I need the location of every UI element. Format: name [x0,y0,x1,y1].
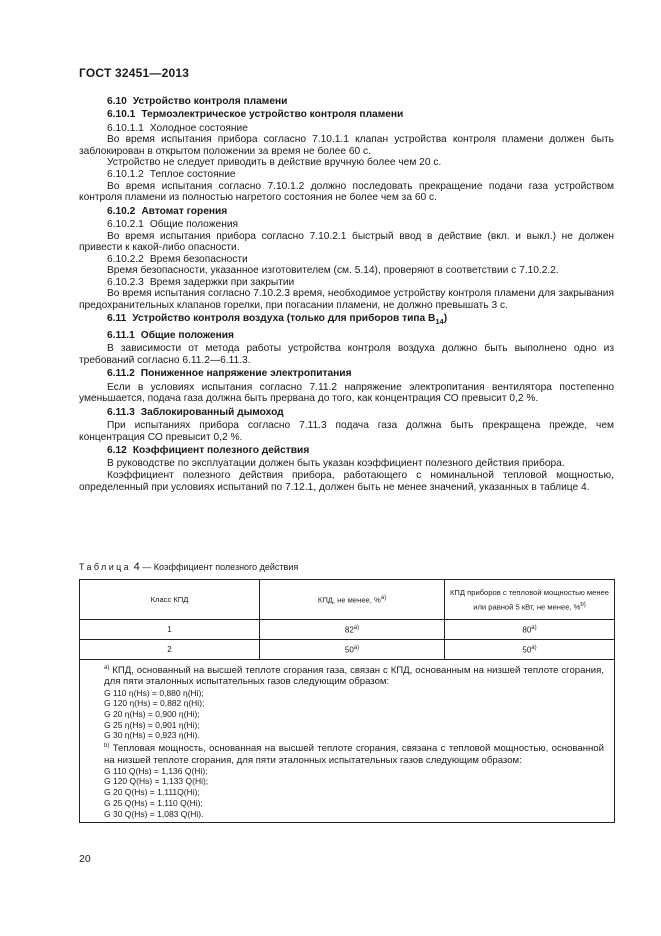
table-header-cell: КПД приборов с тепловой мощностью менее или равной 5 кВт, не менее, %$^{b)}$ [445,580,615,620]
paragraph: Во время испытания прибора согласно 7.10.1.1 клапан устройства контроля пламени должен быть заблокирован в открытом положении за время не более 60 с. [79,134,614,157]
paragraph: При испытаниях прибора согласно 7.11.3 подача газа должна быть прекращена прежде, чем концентрация СО превысит 0,2 %. [79,420,614,443]
subsection-heading: 6.10.1.1 Холодное состояние [107,122,248,134]
note-a-line: G 120 η(Hs) = 0,882 η(Hi); [104,698,205,709]
note-b: $^{b)}$ Тепловая мощность, основанная на высшей теплоте сгорания, связана с тепловой мощностью, основанной на низшей теплоте сгорания, для пяти эталонных испытательных газов следующим образом: [104,743,604,766]
paragraph: Во время испытания согласно 7.10.1.2 должно последовать прекращение подачи газа устройством контроля пламени из полностью нагретого состояния не более чем за 60 с. [79,180,614,204]
efficiency-table [79,579,615,823]
paragraph: Устройство не следует приводить в действие вручную более чем 20 с. [107,157,442,169]
table-row [80,620,615,640]
paragraph: В зависимости от метода работы устройства контроля воздуха должно быть выполнено одно из требований согласно 6.11.2—6.11.3. [79,343,614,366]
section-heading: 6.11.3 Заблокированный дымоход [107,406,284,418]
paragraph: Во время испытания согласно 7.10.2.3 время, необходимое устройству контроля пламени для закрывания предохранительных клапанов горелки, при погасании пламени, не должно превышать 3 с. [79,288,614,312]
table-cell: $80^{а)}$ [445,620,615,640]
section-heading: 6.10.2 Автомат горения [107,205,228,217]
note-b-line: G 25 Q(Hs) = 1,110 Q(Hi); [104,797,203,808]
note-b-line: G 120 Q(Hs) = 1,133 Q(Hi); [104,776,209,787]
table-cell: $50^{а)}$ [260,640,445,660]
section-heading: 6.12 Коэффициент полезного действия [107,445,310,457]
section-heading: 6.11 Устройство контроля воздуха (только для приборов типа $B_{14}$) [107,313,448,327]
note-b-line: G 20 Q(Hs) = 1,111Q(Hi); [104,787,200,798]
note-a-line: G 25 η(Hs) = 0,901 η(Hi); [104,719,200,730]
paragraph: Коэффициент полезного действия прибора, работающего с номинальной тепловой мощностью, определенный при условиях испытаний по 7.12.1, должен быть не менее значений, указанных в таблице 4. [79,470,614,493]
main-content [79,94,614,493]
note-b-line: G 110 Q(Hs) = 1,136 Q(Hi); [104,765,208,776]
paragraph: Время безопасности, указанное изготовителем (см. 5.14), проверяют в соответствии с 7.10.2.2. [107,265,559,277]
section-heading: 6.10.1 Термоэлектрическое устройство контроля пламени [107,109,404,121]
note-a: $^{а)}$ КПД, основанный на высшей теплоте сгорания газа, связан с КПД, основанным на низшей теплоте сгорания, для пяти эталонных испытательных газов следующим образом: [104,665,604,688]
table-cell: $82^{а)}$ [260,620,445,640]
table-cell: $50^{а)}$ [445,640,615,660]
table-notes [80,660,615,823]
section-heading: 6.11.2 Пониженное напряжение электропитания [107,368,352,380]
note-b-line: G 30 Q(Hs) = 1,083 Q(Hi). [104,808,204,819]
table-header-row [80,580,615,620]
subsection-heading: 6.10.2.1 Общие положения [107,218,239,230]
table-header-cell: Класс КПД [80,580,260,620]
paragraph: В руководстве по эксплуатации должен быть указан коэффициент полезного действия прибора. [107,458,565,470]
section-heading: 6.11.1 Общие положения [107,329,234,341]
note-a-line: G 20 η(Hs) = 0,900 η(Hi); [104,709,200,719]
table-notes-row [80,660,615,823]
note-a-line: G 30 η(Hs) = 0,923 η(Hi). [104,730,200,741]
table-cell: 2 [80,640,260,660]
subsection-heading: 6.10.1.2 Теплое состояние [107,168,236,180]
document-header: ГОСТ 32451—2013 [79,66,190,80]
table-cell: 1 [80,620,260,640]
table-row [80,640,615,660]
table-header-cell: КПД, не менее, %$^{а)}$ [260,580,445,620]
table-caption: Таблица 4 — Коэффициент полезного действия [79,561,299,573]
subsection-heading: 6.10.2.2 Время безопасности [107,253,248,265]
paragraph: Во время испытания прибора согласно 7.10.2.1 быстрый ввод в действие (вкл. и выкл.) не должен привести к какой-либо опасности. [79,230,614,254]
page-number: 20 [79,853,91,865]
paragraph: Если в условиях испытания согласно 7.11.2 напряжение электропитания вентилятора постепенно уменьшается, подача газа должна быть прервана до того, как концентрация СО превысит 0,2 %. [79,381,614,405]
note-a-line: G 110 η(Hs) = 0,880 η(Hi); [104,687,204,698]
subsection-heading: 6.10.2.3 Время задержки при закрытии [107,276,295,288]
section-heading: 6.10 Устройство контроля пламени [107,95,288,107]
